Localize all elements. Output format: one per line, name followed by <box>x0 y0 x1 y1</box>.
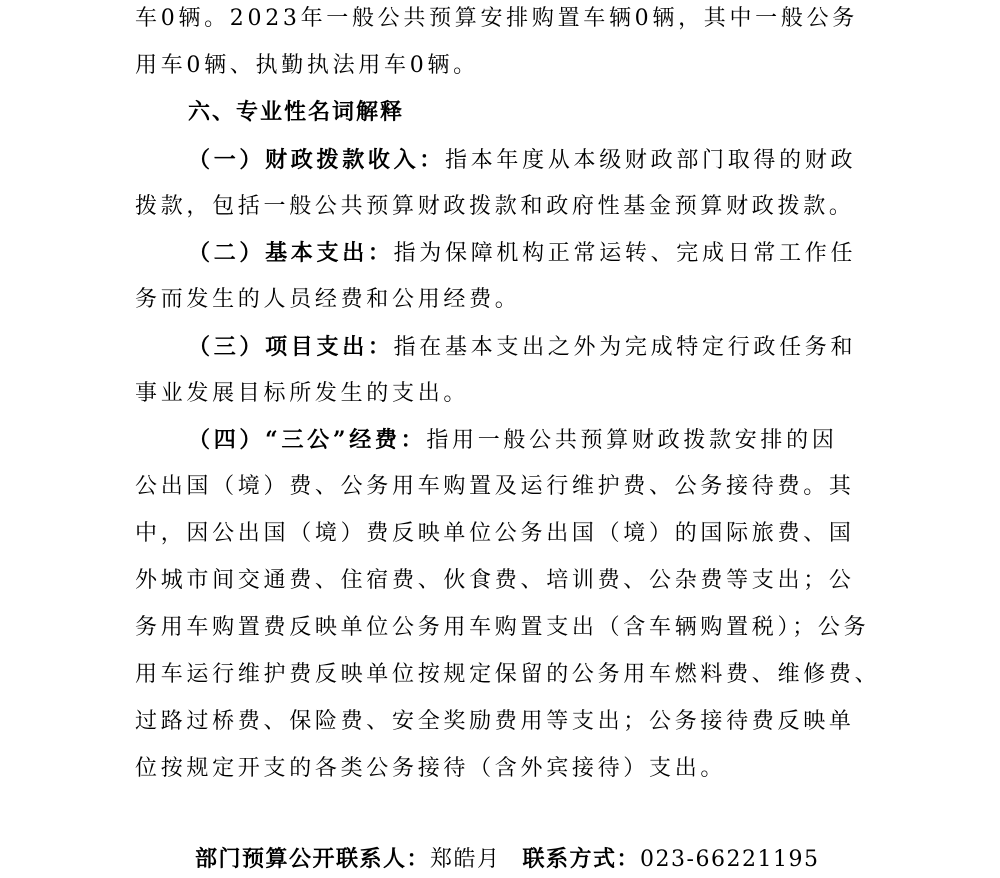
body-line: 务而发生的人员经费和公用经费。 <box>135 287 521 312</box>
body-line: 车0辆。2023年一般公共预算安排购置车辆0辆，其中一般公务 <box>135 6 858 31</box>
body-line: 公出国（境）费、公务用车购置及运行维护费、公务接待费。其 <box>135 474 855 499</box>
body-line: 外城市间交通费、住宿费、伙食费、培训费、公杂费等支出；公 <box>135 568 855 593</box>
phone-label: 联系方式： <box>522 846 641 872</box>
body-line: 务用车购置费反映单位公务用车购置支出（含车辆购置税）；公务 <box>135 615 870 640</box>
body-line: 过路过桥费、保险费、安全奖励费用等支出；公务接待费反映单 <box>135 709 855 734</box>
contact-label: 部门预算公开联系人： <box>195 846 431 872</box>
contact-name: 郑皓月 <box>430 847 501 872</box>
term-label: （三）项目支出： <box>188 334 394 360</box>
term-label: （二）基本支出： <box>188 240 394 266</box>
term-paragraph-3 <box>188 332 948 363</box>
term-paragraph-4 <box>188 425 948 456</box>
body-line: 中，因公出国（境）费反映单位公务出国（境）的国际旅费、国 <box>135 521 855 546</box>
term-text: 指本年度从本级财政部门取得的财政 <box>445 148 857 173</box>
term-text: 指用一般公共预算财政拨款安排的因 <box>426 428 838 453</box>
body-line: 拨款，包括一般公共预算财政拨款和政府性基金预算财政拨款。 <box>135 194 855 219</box>
term-label: （四）“三公”经费： <box>188 427 427 453</box>
body-line: 事业发展目标所发生的支出。 <box>135 381 470 406</box>
term-text: 指在基本支出之外为完成特定行政任务和 <box>393 335 857 360</box>
term-label: （一）财政拨款收入： <box>188 147 446 173</box>
body-line: 用车0辆、执勤执法用车0辆。 <box>135 53 479 78</box>
term-paragraph-2 <box>188 238 948 269</box>
body-line: 用车运行维护费反映单位按规定保留的公务用车燃料费、维修费、 <box>135 662 881 687</box>
section-heading: 六、专业性名词解释 <box>188 99 405 125</box>
term-paragraph-1 <box>188 145 948 176</box>
phone-value: 023-66221195 <box>640 847 820 872</box>
body-line: 位按规定开支的各类公务接待（含外宾接待）支出。 <box>135 756 727 781</box>
contact-footer <box>195 844 819 875</box>
term-text: 指为保障机构正常运转、完成日常工作任 <box>393 241 857 266</box>
